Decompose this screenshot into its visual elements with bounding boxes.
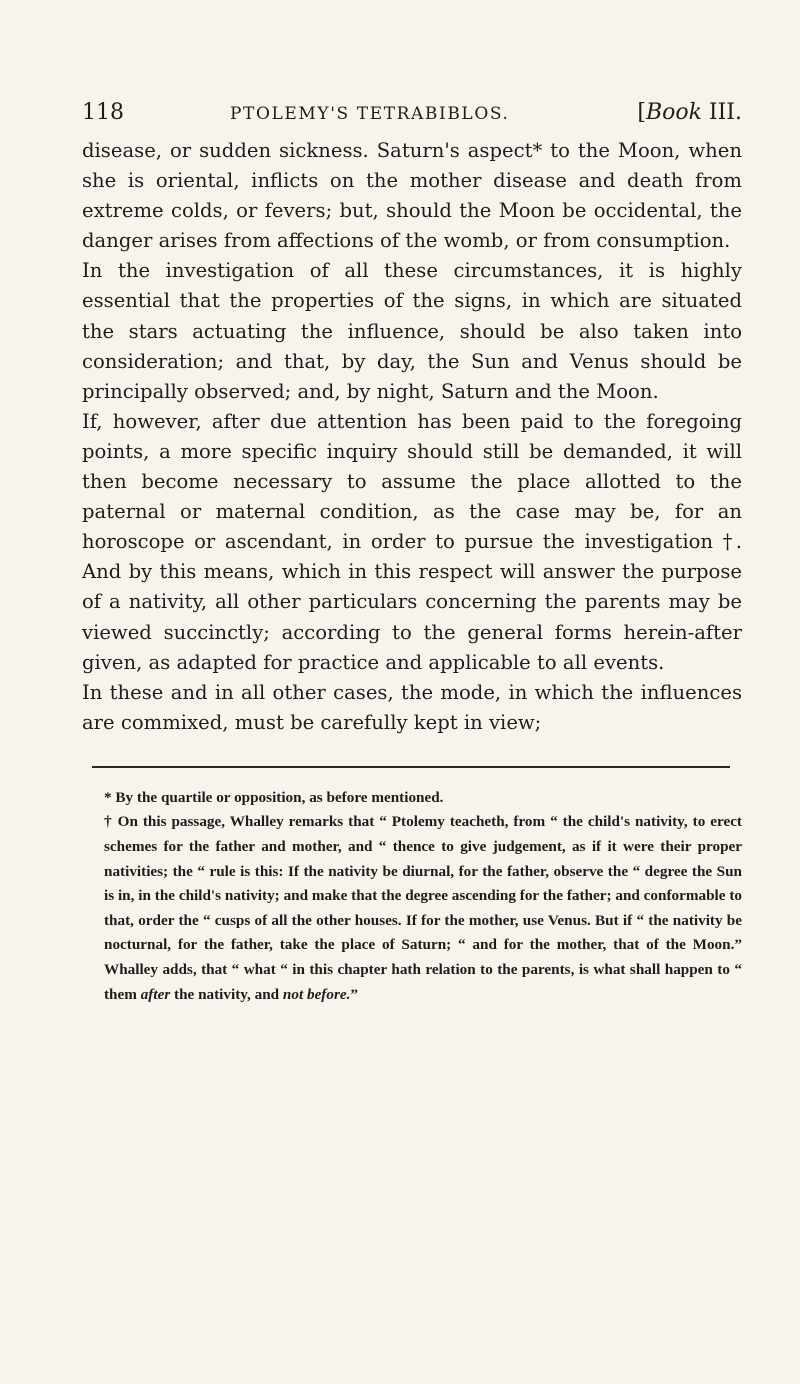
text-line: from consumption. [543,229,731,253]
footnote-1: * By the quartile or opposition, as before mentioned. [104,788,444,806]
text-line: from extreme colds, or fevers; but, should the Moon be [82,169,743,223]
running-header [82,100,742,134]
running-title: PTOLEMY'S TETRABIBLOS. [230,104,510,124]
footnote-rule [92,766,730,768]
page-number: 118 [82,100,124,125]
text-line: when she is oriental, inflicts on the mother disease and death [82,139,742,193]
footnote-2: † On this passage, Whalley remarks that “ Ptolemy teacheth, from “ the child's nativity, to erect schemes for the father and mother, and “ thence to give judgement, as if it were their proper nativities; the “ rule is this: If the nativity be diurnal, for the father, observe the “ degree the Sun is in, in the child's nativity; and make that the degree ascending for the father; and conformable to that, order the “ cusps of all the other houses. If for the mother, use Venus. But if “ the nativity be nocturnal, for the father, take the place of Saturn; “ and for the mother, that of the Moon.” Whalley adds, that “ what “ in this chapter hath relation to the parents, is what shall happen to “ them after the nativity, and not before.” [104,813,742,1003]
paragraph-4: In these and in all other cases, the mode, in which the influences are commixed, must be carefully kept in view; [82,680,742,734]
main-text [82,136,742,738]
book-marker: [Book III. [637,100,742,125]
paragraph-3: If, however, after due attention has been paid to the foregoing points, a more specific inquiry should still be demanded, it will then become necessary to assume the place allotted to the paternal or maternal condition, as the case may be, for an horoscope or ascendant, in order to pursue the investigation †. And by this means, which in this respect will answer the purpose of a nativity, all other particulars concerning the parents may be viewed succinctly; according to the general forms herein-after given, as adapted for practice and applicable to all events. [82,409,742,674]
text-line: occidental, the danger arises from affections of the womb, or [82,199,742,253]
paragraph-2: In the investigation of all these circumstances, it is highly essential that the properties of the signs, in which are situated the stars actuating the influence, should be also taken into consideration; and that, by day, the Sun and Venus should be principally observed; and, by night, Saturn and the Moon. [82,259,742,403]
paragraph-1 [82,136,742,256]
book-page [82,100,742,1007]
footnotes [82,786,742,1007]
text-line: disease, or sudden sickness. Saturn's aspect* to the Moon, [82,139,681,162]
